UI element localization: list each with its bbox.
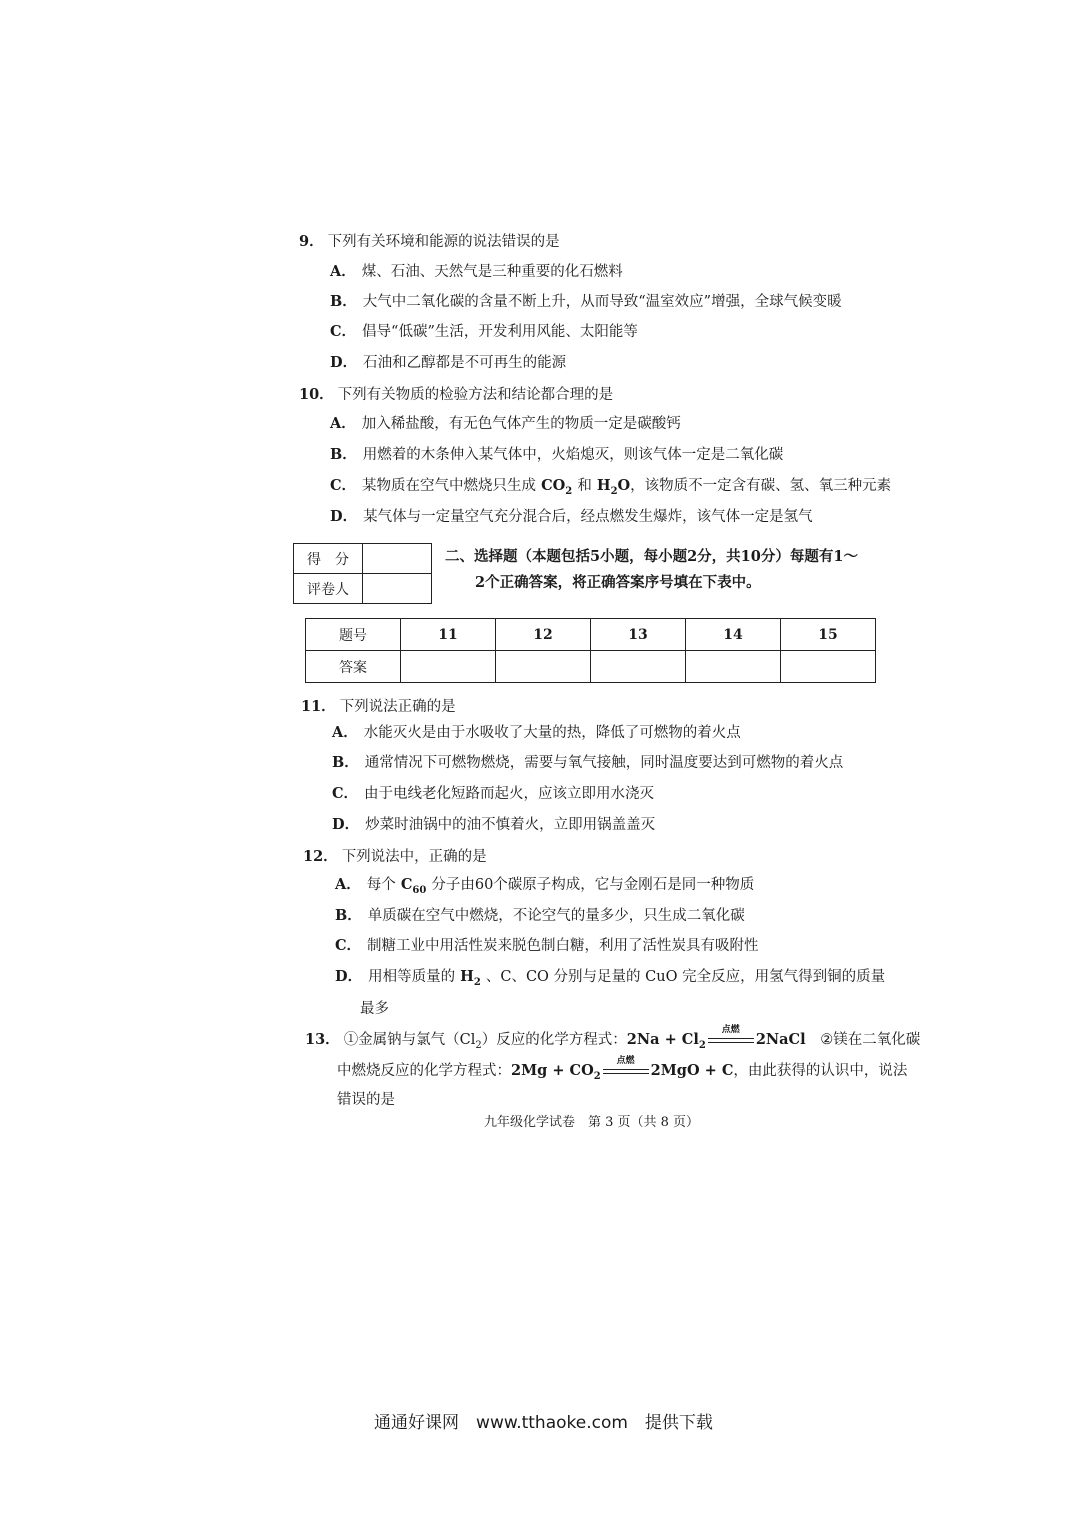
option-text: 加入稀盐酸，有无色气体产生的物质一定是碳酸钙 bbox=[361, 416, 681, 432]
section-2-line-1: 二、选择题（本题包括5小题，每小题2分，共10分）每题有1～ bbox=[445, 548, 858, 565]
question-10-stem bbox=[299, 385, 613, 405]
question-text: 下列说法中，正确的是 bbox=[341, 849, 487, 865]
question-12-option-b bbox=[335, 906, 745, 926]
option-letter: D． bbox=[335, 968, 363, 985]
score-field[interactable] bbox=[363, 544, 432, 574]
option-letter: A． bbox=[330, 415, 356, 432]
equation-magnesium-co2: $2Mg + CO_2$ 点燃 2MgO + C bbox=[511, 1062, 733, 1079]
answer-table-number: 15 bbox=[781, 619, 876, 651]
option-letter: C． bbox=[335, 937, 362, 954]
question-12-stem bbox=[303, 847, 487, 867]
question-number: 9． bbox=[299, 233, 324, 250]
equation-sodium-chlorine: $2Na + Cl_2$ 点燃 2NaCl bbox=[627, 1031, 806, 1048]
option-text: 炒菜时油锅中的油不慎着火，立即用锅盖盖灭 bbox=[365, 817, 656, 833]
option-letter: D． bbox=[332, 816, 360, 833]
option-text: 分子由60个碳原子构成，它与金刚石是同一种物质 bbox=[431, 877, 755, 893]
option-text: 大气中二氧化碳的含量不断上升，从而导致“温室效应”增强，全球气候变暖 bbox=[362, 294, 842, 310]
question-12-option-c bbox=[335, 936, 759, 956]
option-letter: B． bbox=[332, 754, 359, 771]
answer-table-number: 12 bbox=[496, 619, 591, 651]
answer-table-number: 11 bbox=[401, 619, 496, 651]
question-text: ②镁在二氧化碳 bbox=[820, 1032, 921, 1048]
grader-label: 评卷人 bbox=[294, 574, 363, 604]
question-12-option-d bbox=[335, 967, 885, 993]
option-text: 石油和乙醇都是不可再生的能源 bbox=[363, 355, 567, 371]
equation-right: 2NaCl bbox=[755, 1031, 806, 1048]
answer-table-number: 14 bbox=[686, 619, 781, 651]
formula-h2: $H_2$ bbox=[455, 968, 481, 988]
question-9-option-c bbox=[330, 322, 638, 342]
question-text: ，由此获得的认识中，说法 bbox=[733, 1063, 908, 1079]
question-text: 下列有关环境和能源的说法错误的是 bbox=[327, 234, 560, 250]
question-10-option-b bbox=[330, 445, 783, 465]
question-9-option-b bbox=[330, 292, 842, 312]
question-text: ）反应的化学方程式： bbox=[481, 1032, 627, 1048]
option-letter: B． bbox=[335, 907, 362, 924]
question-11-option-d bbox=[332, 815, 655, 835]
answer-cell[interactable] bbox=[686, 651, 781, 683]
option-text: 单质碳在空气中燃烧，不论空气的量多少，只生成二氧化碳 bbox=[367, 908, 745, 924]
option-letter: B． bbox=[330, 293, 357, 310]
score-box bbox=[293, 543, 432, 604]
question-text: 中燃烧反应的化学方程式： bbox=[337, 1063, 511, 1079]
question-11-option-a bbox=[332, 723, 741, 743]
option-text: 用燃着的木条伸入某气体中，火焰熄灭，则该气体一定是二氧化碳 bbox=[362, 447, 784, 463]
option-letter: D． bbox=[330, 508, 358, 525]
option-text: 某物质在空气中燃烧只生成 bbox=[362, 478, 537, 494]
formula-c60: $C_{60}$ bbox=[395, 876, 427, 896]
option-letter: A． bbox=[332, 724, 358, 741]
answer-cell[interactable] bbox=[591, 651, 686, 683]
question-13-line-2 bbox=[337, 1056, 908, 1087]
option-text: 倡导“低碳”生活，开发利用风能、太阳能等 bbox=[362, 324, 638, 340]
option-letter: C． bbox=[330, 477, 357, 494]
question-text: ①金属钠与氯气（Cl bbox=[343, 1032, 476, 1048]
equation-left: 2Na + Cl bbox=[626, 1031, 699, 1048]
answer-cell[interactable] bbox=[401, 651, 496, 683]
option-text: 用相等质量的 bbox=[368, 969, 456, 985]
question-9-option-d bbox=[330, 353, 566, 373]
option-letter: D． bbox=[330, 354, 358, 371]
formula-h2o: $H_2O$ bbox=[591, 477, 631, 497]
option-text: ，该物质不一定含有碳、氢、氧三种元素 bbox=[630, 478, 892, 494]
question-number: 13． bbox=[305, 1031, 340, 1048]
question-text: 下列说法正确的是 bbox=[339, 699, 456, 715]
reaction-condition: 点燃 bbox=[721, 1025, 740, 1035]
page-footer-text: 九年级化学试卷 第 3 页（共 8 页） bbox=[483, 1115, 700, 1130]
question-number: 10． bbox=[299, 386, 334, 403]
option-letter: B． bbox=[330, 446, 357, 463]
option-text: 由于电线老化短路而起火，应该立即用水浇灭 bbox=[364, 786, 655, 802]
page-footer bbox=[0, 1111, 1087, 1130]
option-text: 某气体与一定量空气充分混合后，经点燃发生爆炸，该气体一定是氢气 bbox=[363, 509, 813, 525]
section-2-line-2: 2个正确答案，将正确答案序号填在下表中。 bbox=[475, 574, 761, 591]
question-9-stem bbox=[299, 232, 560, 252]
question-11-stem bbox=[301, 697, 456, 717]
option-text: 水能灭火是由于水吸收了大量的热，降低了可燃物的着火点 bbox=[363, 725, 741, 741]
question-number: 11． bbox=[301, 698, 336, 715]
section-2-heading bbox=[445, 544, 858, 596]
answer-table-answer-label: 答案 bbox=[306, 651, 401, 683]
answer-cell[interactable] bbox=[781, 651, 876, 683]
download-banner: 通通好课网 www.tthaoke.com 提供下载 bbox=[374, 1413, 713, 1433]
question-9-option-a bbox=[330, 262, 623, 282]
answer-table bbox=[305, 618, 876, 683]
option-letter: C． bbox=[332, 785, 359, 802]
option-letter: A． bbox=[335, 876, 361, 893]
score-label: 得 分 bbox=[294, 544, 363, 574]
grader-field[interactable] bbox=[363, 574, 432, 604]
option-text: 、C、CO 分别与足量的 CuO 完全反应，用氢气得到铜的质量 bbox=[485, 969, 886, 985]
question-text: 下列有关物质的检验方法和结论都合理的是 bbox=[337, 387, 614, 403]
question-11-option-c bbox=[332, 784, 654, 804]
option-text: 每个 bbox=[366, 877, 396, 893]
question-13-line-3: 错误的是 bbox=[337, 1092, 395, 1108]
option-letter: C． bbox=[330, 323, 357, 340]
answer-table-number: 13 bbox=[591, 619, 686, 651]
option-text: 和 bbox=[577, 478, 592, 494]
option-text: 制糖工业中用活性炭来脱色制白糖，利用了活性炭具有吸附性 bbox=[367, 938, 759, 954]
question-11-option-b bbox=[332, 753, 843, 773]
question-number: 12． bbox=[303, 848, 338, 865]
formula-co2: $CO_2$ bbox=[536, 477, 573, 497]
reaction-arrow bbox=[708, 1025, 754, 1047]
reaction-condition: 点燃 bbox=[616, 1056, 635, 1066]
option-text: 通常情况下可燃物燃烧，需要与氧气接触，同时温度要达到可燃物的着火点 bbox=[364, 755, 844, 771]
question-10-option-c bbox=[330, 476, 891, 502]
answer-cell[interactable] bbox=[496, 651, 591, 683]
option-letter: A． bbox=[330, 263, 356, 280]
equation-right: 2MgO + C bbox=[650, 1062, 734, 1079]
question-12-option-a bbox=[335, 875, 754, 901]
reaction-arrow bbox=[603, 1056, 649, 1078]
option-text: 煤、石油、天然气是三种重要的化石燃料 bbox=[361, 264, 623, 280]
answer-table-number-label: 题号 bbox=[306, 619, 401, 651]
question-10-option-a bbox=[330, 414, 681, 434]
question-13-line-1: 13． ①金属钠与氯气$(Cl_2)$反应的化学方程式：$2Na + Cl_2$ 点燃 2NaCl ②镁在二氧化碳 bbox=[305, 1030, 920, 1056]
question-10-option-d bbox=[330, 507, 813, 527]
equation-left: 2Mg + CO bbox=[511, 1062, 594, 1079]
question-12-option-d-continued: 最多 bbox=[360, 1001, 389, 1017]
